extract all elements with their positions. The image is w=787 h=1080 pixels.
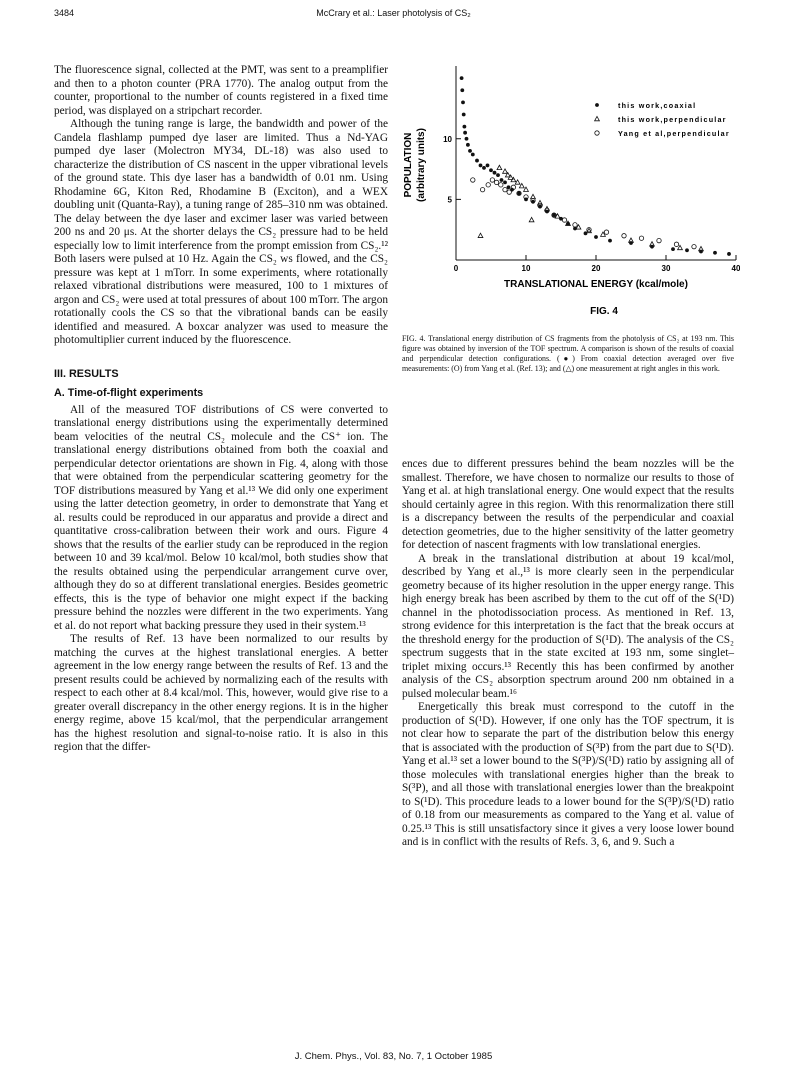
paragraph: Although the tuning range is large, the bandwidth and power of the Candela flashlamp pumped dye laser are limited. Thus a Nd-YAG pumped dye laser (Molectron MY34, DL-18) was also used to characterize the distribution of CS nascent in the upper vibrational levels of the ground state. This dye laser has a bandwidth of 0.01 nm. Using Rhodamine 6G, Kiton Red, Rhodamine B (Exciton), and a WEX doubling unit (Quanta-Ray), a tuning range of 285–310 nm was obtained. The delay between the dye laser and excimer laser was varied between 200 ns and 20 μs. At the shorter delays the CS₂ pressure had to be held especially low to limit interference from the prompt emission from CS₂.¹² Both lasers were pulsed at 10 Hz. Again the CS₂ ws flowed, and the CS₂ pressure was kept at 1 mTorr. In some experiments, where rotationally relaxed vibrational distributions were measured, 100 to 1 mixtures of argon and CS₂ were used at total pressures of about 100 mTorr. The argon rotationally cools the CS so that the vibrational bands can be easily identified and measured. A boxcar analyzer was used to measure the photomultiplier current induced by the fluorescence.	[54, 118, 388, 346]
data-point	[594, 235, 598, 239]
data-point	[657, 238, 661, 242]
data-point	[692, 244, 696, 248]
subsection-heading: A. Time-of-flight experiments	[54, 387, 204, 399]
legend-marker	[595, 103, 599, 107]
data-point	[629, 241, 633, 245]
data-point	[490, 178, 494, 182]
data-point	[493, 171, 497, 175]
legend-entry: Yang et al,perpendicular	[618, 129, 730, 138]
legend-entry: this work,perpendicular	[618, 115, 727, 124]
data-point	[480, 187, 484, 191]
footer: J. Chem. Phys., Vol. 83, No. 7, 1 October 1985	[294, 1051, 493, 1062]
section-heading: III. RESULTS	[54, 367, 119, 380]
data-point	[507, 190, 511, 194]
data-point	[478, 233, 483, 237]
data-point	[471, 153, 475, 157]
data-point	[562, 218, 566, 222]
x-tick-label: 20	[591, 264, 601, 273]
data-point	[497, 165, 502, 169]
data-point	[496, 173, 500, 177]
data-point	[462, 113, 466, 117]
data-point	[650, 245, 654, 249]
chart	[400, 60, 740, 334]
y-tick-label: 10	[443, 134, 452, 144]
legend-entry: this work,coaxial	[618, 101, 697, 110]
y-tick-label: 5	[447, 195, 452, 205]
data-point	[460, 76, 464, 80]
paragraph: Energetically this break must correspond to the cutoff in the production of S(¹D). However, if one only has the TOF spectrum, it is not clear how to separate the part of the distribution below this energy that is associated with the production of S(³P) from the part due to S(¹D). Yang et al.¹³ set a lower bound to the S(³P)/S(¹D) ratio by assigning all of those molecules with translational energies higher than the break to S(³P), and all those with translational energies lower than the breakpoint to S(¹D). This procedure leads to a lower bound for the S(³P)/S(¹D) ratio of 0.18 from our measurements as compared to the Yang et al. value of 0.25.¹³ This is still unsatisfactory since it gives a very loose lower bound and is in conflict with the results of Refs. 3, 6, and 9. Such a	[402, 701, 734, 848]
data-point	[479, 164, 483, 168]
data-point	[489, 168, 493, 172]
paragraph: A break in the translational distribution at about 19 kcal/mol, described by Yang et al.,¹³ is more clearly seen in the perpendicular geometry because of its higher resolution in the upper energy range. This high energy break has been ascribed by them to the cut off of the S(¹D) channel in the photodissociation process. As mentioned in Ref. 13, strong evidence for this interpretation is the fact that the break occurs at the threshold energy for the production of S(¹D). The analysis of the CS₂ spectrum suggests that in the state excited at 193 nm, some singlet–triplet mixing occurs.¹³ Recently this has been confirmed by another analysis of the CS₂ absorption spectrum around 200 nm obtained in a pulsed molecular beam.¹⁶	[402, 552, 734, 700]
page-number: 3484	[54, 8, 75, 18]
data-point	[699, 250, 703, 254]
data-point	[503, 187, 507, 191]
data-point	[671, 247, 675, 251]
data-point	[503, 181, 507, 185]
data-point	[471, 178, 475, 182]
data-point	[639, 236, 643, 240]
data-point	[486, 164, 490, 168]
data-point	[622, 234, 626, 238]
x-tick-label: 30	[661, 264, 671, 273]
data-point	[475, 159, 479, 163]
paragraph: ences due to different pressures behind the beam nozzles will be the smallest. Therefore, we have chosen to normalize our results to those of Yang et al. at high translational energy. One would expect that the results should certainly agree in this region. With this renormalization there still is a discrepancy between the results of the perpendicular and coaxial detection geometries, due to the higher sensitivity of the latter geometry for detection of nascent fragments with low translational energies.	[402, 458, 734, 551]
data-point	[529, 217, 534, 221]
data-point	[466, 143, 470, 147]
data-point	[674, 242, 678, 246]
figure-4	[400, 60, 740, 334]
paragraph: All of the measured TOF distributions of CS were converted to translational energy distributions using the experimentally determined beam velocities of the neutral CS₂ molecule and the CS⁺ ion. The translational energy distributions obtained from both the coaxial and perpendicular detector orientations are shown in Fig. 4, along with those that were obtained from the perpendicular scattering geometry for the TOF distributions measured by Yang et al.¹³ We did only one experiment using the latter detection geometry, in order to demonstrate that Yang et al. results could be reproduced in our apparatus and provide a direct and quantitative cross-calibration between their work and ours. Figure 4 shows that the results of the earlier study can be reproduced in the region between 10 and 39 kcal/mol. Below 10 kcal/mol, both studies show that the results obtained using the perpendicular arrangement curve over, although they do so at different translational energies. Besides geometric effects, this is the type of behavior one might expect if the backing pressure behind the nozzles were different in the two experiments. Yang et al. do not report what backing pressure they used in their system.¹³	[54, 403, 388, 632]
data-point	[463, 131, 467, 135]
data-point	[486, 183, 490, 187]
y-axis-label: (arbitrary units)	[416, 128, 427, 202]
data-point	[465, 137, 469, 141]
data-point	[608, 239, 612, 243]
x-axis-label: TRANSLATIONAL ENERGY (kcal/mole)	[504, 279, 688, 290]
data-point	[463, 125, 467, 129]
data-point	[685, 248, 689, 252]
data-point	[482, 166, 486, 170]
data-point	[460, 88, 464, 92]
x-tick-label: 40	[731, 264, 740, 273]
data-point	[713, 251, 717, 255]
running-title: McCrary et al.: Laser photolysis of CS₂	[316, 8, 471, 18]
data-point	[500, 178, 504, 182]
paragraph: The results of Ref. 13 have been normalized to our results by matching the curves at the highest translational energies. A better agreement in the low energy range between the results of Ref. 13 and the present results could be achieved by normalizing each of the results with respect to each other at 8.4 kcal/mol. This, however, would give rise to a greater overall discrepancy in the other energy regions. It is in the higher energy regime, above 15 kcal/mol, that the perpendicular arrangement has the highest resolution and signal-to-noise ratio. It is also in this region that the differ-	[54, 633, 388, 753]
paragraph: The fluorescence signal, collected at the PMT, was sent to a preamplifier and then to a photon counter (PRA 1770). The analog output from the counter, proportional to the number of counts registered in a fixed time period, was displayed on a stripchart recorder.	[54, 64, 388, 117]
data-point	[727, 252, 731, 256]
data-point	[499, 183, 503, 187]
y-axis-label: POPULATION	[403, 132, 414, 198]
data-point	[461, 100, 465, 104]
data-point	[468, 149, 472, 153]
figure-caption: FIG. 4. Translational energy distribution of CS fragments from the photolysis of CS₂ at 193 nm. This figure was obtained by inversion of the TOF spectrum. A comparison is shown of the results of coaxial and perpendicular detection configurations. (●) From coaxial detection averaged over five measurements: (O) from Yang et al. (Ref. 13); and (△) one measurement at right angles in this work.	[402, 334, 734, 373]
legend-marker	[595, 116, 600, 120]
figure-label: FIG. 4	[590, 306, 618, 317]
x-tick-label: 0	[453, 264, 459, 273]
data-point	[573, 223, 577, 227]
data-point	[604, 230, 608, 234]
left-column	[54, 64, 388, 755]
legend-marker	[595, 131, 599, 135]
data-point	[503, 169, 508, 173]
data-point	[494, 180, 498, 184]
right-column	[402, 458, 734, 850]
x-tick-label: 10	[521, 264, 531, 273]
